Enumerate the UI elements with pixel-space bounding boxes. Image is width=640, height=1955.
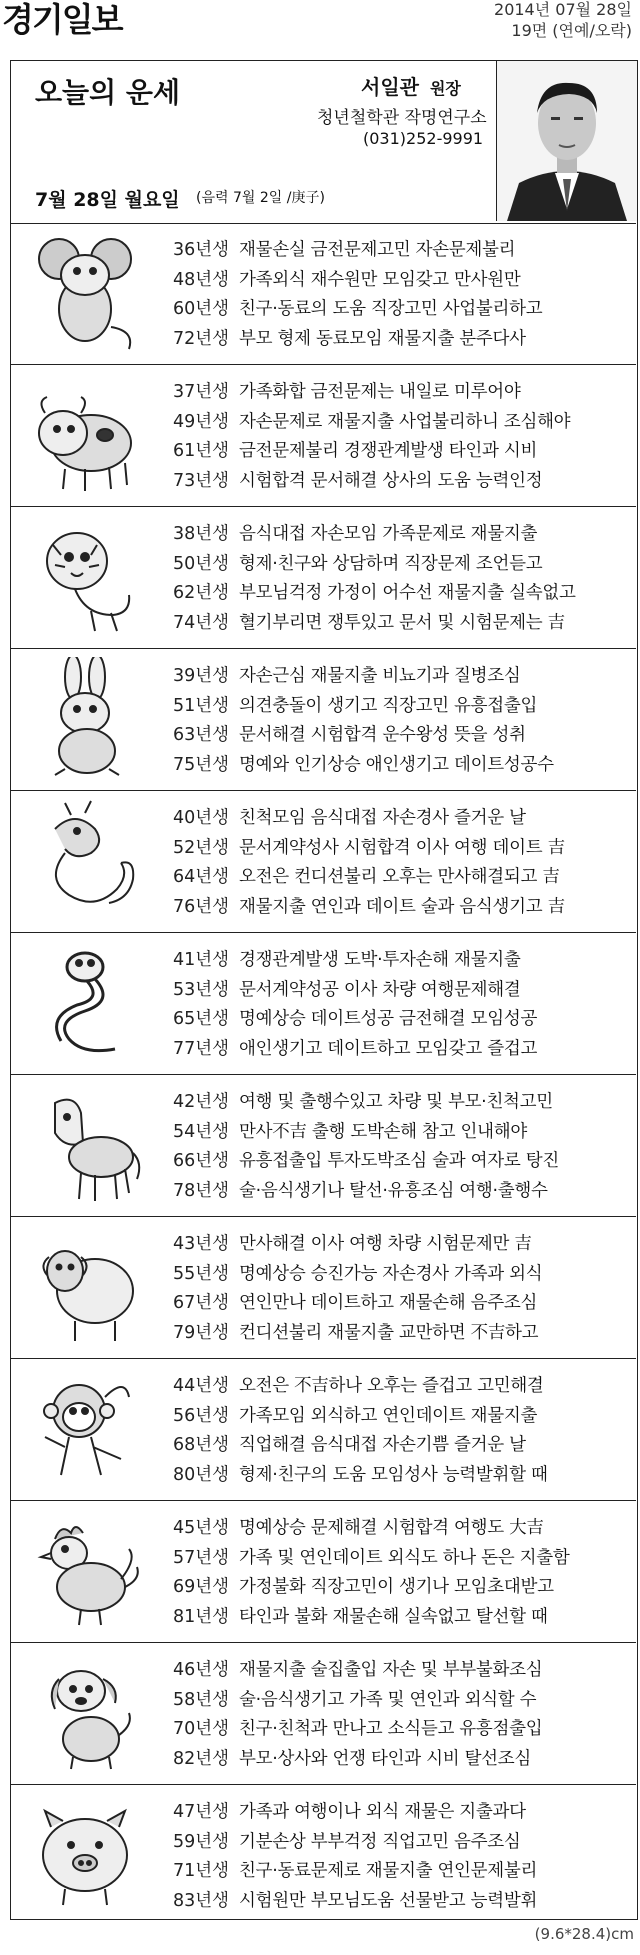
fortune-text: 명예상승 문제해결 시험합격 여행도 大吉	[239, 1518, 544, 1538]
birth-year: 70년생	[173, 1719, 230, 1739]
fortune-line	[173, 804, 633, 834]
fortune-text: 여행 및 출행수있고 차량 및 부모·친척고민	[239, 1092, 553, 1112]
fortune-text: 시험원만 부모님도움 선물받고 능력발휘	[239, 1890, 538, 1911]
birth-year: 74년생	[173, 612, 230, 633]
fortune-text: 재물손실 금전문제고민 자손문제불리	[239, 240, 516, 260]
zodiac-row	[11, 1359, 636, 1501]
fortune-text: 부모 형제 동료모임 재물지출 분주다사	[239, 328, 526, 349]
birth-year: 80년생	[173, 1464, 230, 1485]
fortune-line	[173, 1035, 633, 1065]
fortune-text: 문서해결 시험합격 운수왕성 뜻을 성취	[239, 725, 526, 745]
fortune-line	[173, 1857, 633, 1887]
birth-year: 73년생	[173, 470, 230, 491]
birth-year: 81년생	[173, 1606, 230, 1627]
fortune-line	[173, 295, 633, 325]
fortune-line	[173, 1005, 633, 1035]
fortune-text: 오전은 不吉하나 오후는 즐겁고 고민해결	[239, 1376, 544, 1396]
fortune-text: 가족과 여행이나 외식 재물은 지출과다	[239, 1802, 526, 1822]
zodiac-row	[11, 933, 636, 1075]
birth-year: 72년생	[173, 328, 230, 349]
fortune-text: 애인생기고 데이트하고 모임갖고 즐겁고	[239, 1038, 538, 1059]
zodiac-row	[11, 223, 636, 365]
snake-icon	[25, 941, 145, 1065]
fortune-line	[173, 976, 633, 1006]
birth-year: 43년생	[173, 1234, 230, 1254]
horse-icon	[25, 1083, 145, 1207]
fortune-line	[173, 863, 633, 893]
fortune-line	[173, 1544, 633, 1574]
fortune-text: 유흥접출입 투자도박조심 술과 여자로 탕진	[239, 1151, 559, 1171]
monkey-icon	[25, 1367, 145, 1491]
birth-year: 59년생	[173, 1831, 230, 1852]
birth-year: 68년생	[173, 1435, 230, 1455]
fortune-text: 가족 및 연인데이트 외식도 하나 돈은 지출함	[239, 1547, 570, 1568]
birth-year: 82년생	[173, 1748, 230, 1769]
fortune-line	[173, 437, 633, 467]
rat-icon	[25, 231, 145, 355]
birth-year: 83년생	[173, 1890, 230, 1911]
zodiac-row	[11, 507, 636, 649]
fortune-line	[173, 1745, 633, 1775]
zodiac-row	[11, 1785, 636, 1931]
fortune-text: 재물지출 술집출입 자손 및 부부불화조심	[239, 1660, 543, 1680]
fortune-text: 술·음식생기고 가족 및 연인과 외식할 수	[239, 1689, 537, 1710]
fortune-line	[173, 1573, 633, 1603]
birth-year: 39년생	[173, 666, 230, 686]
birth-year: 62년생	[173, 583, 230, 603]
column-header	[11, 61, 636, 224]
fortune-line	[173, 893, 633, 923]
fortune-text: 의견충돌이 생기고 직장고민 유흥접출입	[239, 695, 538, 716]
fortune-text: 컨디션불리 재물지출 교만하면 不吉하고	[239, 1322, 539, 1343]
fortune-line	[173, 751, 633, 781]
birth-year: 50년생	[173, 553, 230, 574]
zodiac-row	[11, 1075, 636, 1217]
zodiac-row	[11, 649, 636, 791]
rabbit-icon	[25, 657, 145, 781]
fortune-line	[173, 834, 633, 864]
writer-name: 서일관	[361, 75, 419, 99]
fortune-text: 형제·친구의 도움 모임성사 능력발휘할 때	[239, 1464, 548, 1485]
fortune-text: 가족외식 재수원만 모임갖고 만사원만	[239, 269, 521, 290]
fortune-text: 문서계약성사 시험합격 이사 여행 데이트 吉	[239, 837, 565, 858]
fortune-line	[173, 1147, 633, 1177]
fortune-text: 명예상승 데이트성공 금전해결 모임성공	[239, 1009, 538, 1029]
birth-year: 44년생	[173, 1376, 230, 1396]
fortune-text: 오전은 컨디션불리 오후는 만사해결되고 吉	[239, 867, 560, 887]
fortune-text: 명예와 인기상승 애인생기고 데이트성공수	[239, 754, 554, 775]
birth-year: 54년생	[173, 1121, 230, 1142]
birth-year: 66년생	[173, 1151, 230, 1171]
ox-icon	[25, 373, 145, 497]
birth-year: 41년생	[173, 950, 230, 970]
fortune-line	[173, 1118, 633, 1148]
fortune-line	[173, 408, 633, 438]
birth-year: 60년생	[173, 299, 230, 319]
fortune-line	[173, 1230, 633, 1260]
zodiac-row	[11, 791, 636, 933]
fortune-text: 기분손상 부부걱정 직업고민 음주조심	[239, 1831, 521, 1852]
fortune-text: 명예상승 승진가능 자손경사 가족과 외식	[239, 1263, 543, 1284]
fortune-line	[173, 1319, 633, 1349]
fortune-line	[173, 266, 633, 296]
fortune-text: 직업해결 음식대접 자손기쁨 즐거운 날	[239, 1435, 526, 1455]
fortune-text: 경쟁관계발생 도박·투자손해 재물지출	[239, 950, 521, 970]
zodiac-row	[11, 1501, 636, 1643]
fortune-text: 시험합격 문서해결 상사의 도움 능력인정	[239, 470, 543, 491]
birth-year: 64년생	[173, 867, 230, 887]
column-title: 오늘의 운세	[35, 76, 180, 109]
birth-year: 71년생	[173, 1861, 230, 1881]
fortune-text: 연인만나 데이트하고 재물손해 음주조심	[239, 1293, 538, 1313]
birth-year: 47년생	[173, 1802, 230, 1822]
fortune-text: 타인과 불화 재물손해 실속없고 탈선할 때	[239, 1606, 548, 1627]
birth-year: 42년생	[173, 1092, 230, 1112]
horoscope-frame	[10, 60, 638, 1920]
birth-year: 55년생	[173, 1263, 230, 1284]
birth-year: 58년생	[173, 1689, 230, 1710]
birth-year: 67년생	[173, 1293, 230, 1313]
fortune-text: 친구·동료의 도움 직장고민 사업불리하고	[239, 299, 543, 319]
fortune-line	[173, 1088, 633, 1118]
fortune-line	[173, 1715, 633, 1745]
fortune-line	[173, 946, 633, 976]
fortune-line	[173, 378, 633, 408]
birth-year: 49년생	[173, 411, 230, 432]
birth-year: 48년생	[173, 269, 230, 290]
writer-organization: 청년철학관 작명연구소	[317, 108, 487, 128]
birth-year: 76년생	[173, 896, 230, 917]
fortune-line	[173, 467, 633, 497]
fortune-text: 친구·친척과 만나고 소식듣고 유흥점출입	[239, 1719, 543, 1739]
birth-year: 57년생	[173, 1547, 230, 1568]
fortune-text: 가정불화 직장고민이 생기나 모임초대받고	[239, 1577, 554, 1597]
fortune-line	[173, 1686, 633, 1716]
birth-year: 79년생	[173, 1322, 230, 1343]
birth-year: 51년생	[173, 695, 230, 716]
birth-year: 61년생	[173, 441, 230, 461]
fortune-text: 친구·동료문제로 재물지출 연인문제불리	[239, 1861, 538, 1881]
birth-year: 40년생	[173, 808, 230, 828]
birth-year: 75년생	[173, 754, 230, 775]
fortune-line	[173, 1260, 633, 1290]
fortune-line	[173, 1289, 633, 1319]
fortune-line	[173, 550, 633, 580]
birth-year: 37년생	[173, 382, 230, 402]
birth-year: 36년생	[173, 240, 230, 260]
birth-year: 63년생	[173, 725, 230, 745]
birth-year: 56년생	[173, 1405, 230, 1426]
fortune-text: 형제·친구와 상담하며 직장문제 조언듣고	[239, 553, 543, 574]
tiger-icon	[25, 515, 145, 639]
birth-year: 53년생	[173, 979, 230, 1000]
fortune-line	[173, 721, 633, 751]
fortune-text: 부모님걱정 가정이 어수선 재물지출 실속없고	[239, 583, 576, 603]
fortune-line	[173, 1828, 633, 1858]
fortune-text: 부모·상사와 언쟁 타인과 시비 탈선조심	[239, 1748, 531, 1769]
fortune-text: 재물지출 연인과 데이트 술과 음식생기고 吉	[239, 896, 565, 917]
fortune-text: 음식대접 자손모임 가족문제로 재물지출	[239, 524, 538, 544]
birth-year: 45년생	[173, 1518, 230, 1538]
issue-date: 2014년 07월 28일	[494, 0, 632, 19]
fortune-line	[173, 1402, 633, 1432]
fortune-line	[173, 579, 633, 609]
fortune-line	[173, 609, 633, 639]
fortune-text: 자손근심 재물지출 비뇨기과 질병조심	[239, 666, 521, 686]
birth-year: 65년생	[173, 1009, 230, 1029]
lunar-date: (음력 7월 2일 /庚子)	[196, 190, 325, 206]
dog-icon	[25, 1651, 145, 1775]
fortune-line	[173, 1177, 633, 1207]
fortune-text: 만사해결 이사 여행 차량 시험문제만 吉	[239, 1234, 532, 1254]
zodiac-row	[11, 365, 636, 507]
birth-year: 77년생	[173, 1038, 230, 1059]
birth-year: 78년생	[173, 1180, 230, 1201]
writer-name-block	[361, 71, 461, 100]
birth-year: 46년생	[173, 1660, 230, 1680]
fortune-line	[173, 1461, 633, 1491]
zodiac-row	[11, 1643, 636, 1785]
fortune-line	[173, 1372, 633, 1402]
fortune-text: 혈기부리면 쟁투있고 문서 및 시험문제는 吉	[239, 612, 565, 633]
fortune-text: 금전문제불리 경쟁관계발생 타인과 시비	[239, 441, 538, 461]
fortune-line	[173, 236, 633, 266]
fortune-line	[173, 662, 633, 692]
birth-year: 52년생	[173, 837, 230, 858]
fortune-text: 가족화합 금전문제는 내일로 미루어야	[239, 382, 521, 402]
size-note: (9.6*28.4)cm	[534, 1925, 634, 1943]
writer-title: 원장	[429, 79, 461, 98]
newspaper-logo: 경기일보	[2, 0, 122, 39]
birth-year: 38년생	[173, 524, 230, 544]
fortune-text: 자손문제로 재물지출 사업불리하니 조심해야	[239, 411, 571, 432]
fortune-text: 만사不吉 출행 도박손해 참고 인내해야	[239, 1121, 527, 1142]
fortune-line	[173, 520, 633, 550]
birth-year: 69년생	[173, 1577, 230, 1597]
writer-photo	[496, 61, 637, 221]
fortune-line	[173, 325, 633, 355]
fortune-text: 친척모임 음식대접 자손경사 즐거운 날	[239, 808, 526, 828]
fortune-line	[173, 1887, 633, 1917]
fortune-text: 가족모임 외식하고 연인데이트 재물지출	[239, 1405, 538, 1426]
zodiac-rows	[11, 223, 636, 1931]
fortune-line	[173, 1431, 633, 1461]
fortune-text: 술·음식생기나 탈선·유흥조심 여행·출행수	[239, 1180, 548, 1201]
fortune-text: 문서계약성공 이사 차량 여행문제해결	[239, 979, 521, 1000]
writer-phone: (031)252-9991	[363, 129, 484, 148]
masthead	[0, 0, 640, 58]
zodiac-row	[11, 1217, 636, 1359]
day-label: 7월 28일 월요일	[35, 189, 180, 211]
rooster-icon	[25, 1509, 145, 1633]
fortune-line	[173, 692, 633, 722]
pig-icon	[25, 1793, 145, 1917]
fortune-line	[173, 1514, 633, 1544]
dragon-icon	[25, 799, 145, 923]
fortune-line	[173, 1656, 633, 1686]
fortune-line	[173, 1603, 633, 1633]
fortune-line	[173, 1798, 633, 1828]
sheep-icon	[25, 1225, 145, 1349]
page-section: 19면 (연예/오락)	[511, 21, 632, 40]
